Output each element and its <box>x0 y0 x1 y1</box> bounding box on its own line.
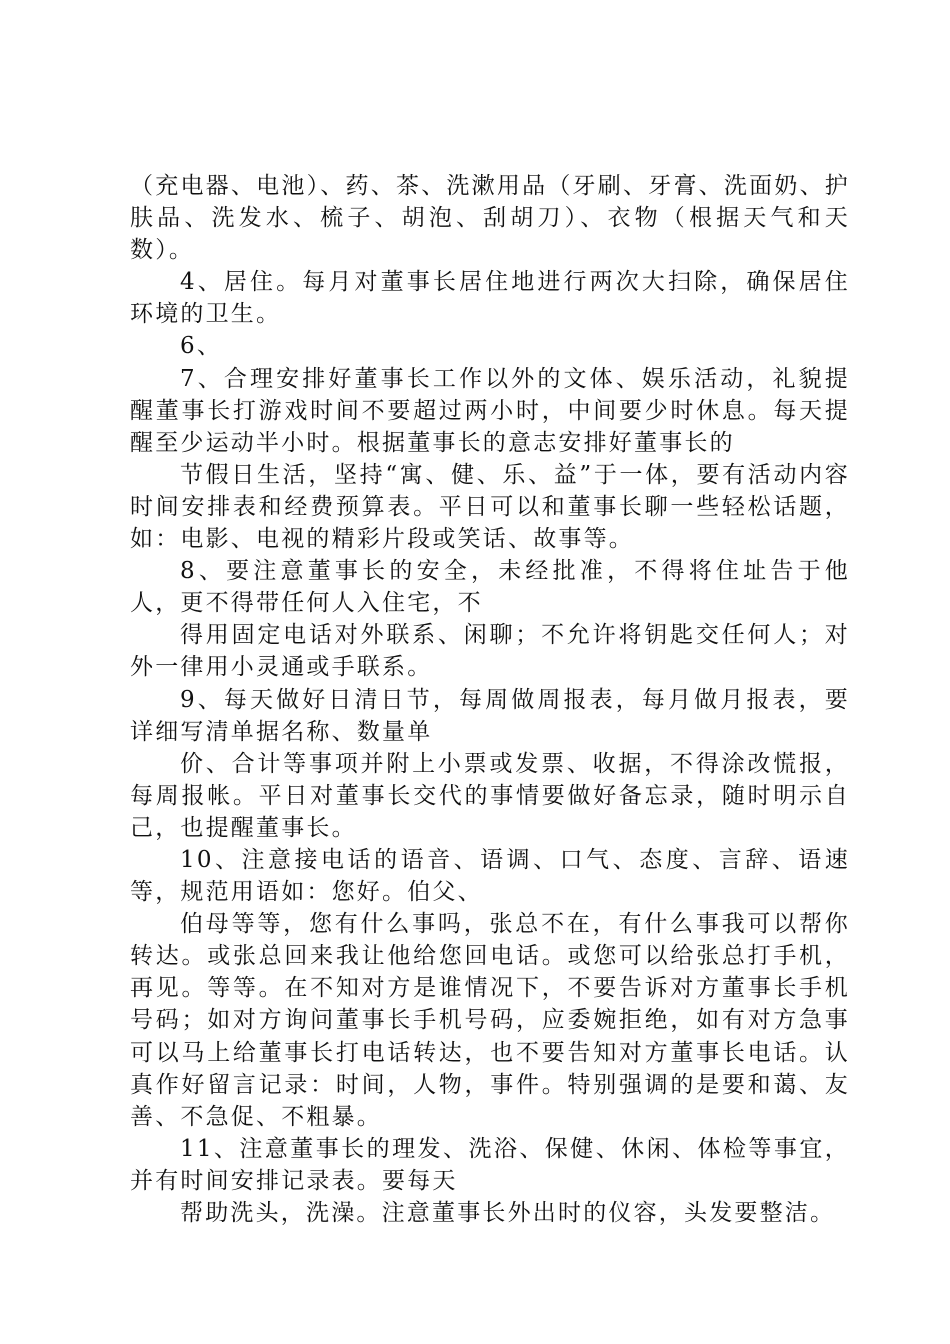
paragraph-7: 得用固定电话对外联系、闲聊；不允许将钥匙交任何人；对外一律用小灵通或手联系。 <box>130 622 850 681</box>
paragraph-2: 4、居住。每月对董事长居住地进行两次大扫除，确保居住环境的卫生。 <box>130 269 850 328</box>
paragraph-13: 帮助洗头，洗澡。注意董事长外出时的仪容，头发要整洁。 <box>180 1200 836 1226</box>
document-body <box>130 170 850 1229</box>
paragraph-5: 节假日生活，坚持“寓、健、乐、益”于一体，要有活动内容时间安排表和经费预算表。平日可以和董事长聊一些轻松话题，如：电影、电视的精彩片段或笑话、故事等。 <box>130 461 850 553</box>
paragraph-10: 10、注意接电话的语音、语调、口气、态度、言辞、语速等，规范用语如：您好。伯父、 <box>130 846 850 906</box>
paragraph-8: 9、每天做好日清日节，每周做周报表，每月做月报表，要详细写清单据名称、数量单 <box>130 686 850 745</box>
paragraph-6: 8、要注意董事长的安全，未经批准，不得将住址告于他人，更不得带任何人入住宅，不 <box>130 558 850 617</box>
paragraph-12: 11、注意董事长的理发、洗浴、保健、休闲、体检等事宜，并有时间安排记录表。要每天 <box>130 1135 850 1194</box>
paragraph-9: 价、合计等事项并附上小票或发票、收据，不得涂改慌报，每周报帐。平日对董事长交代的事情要做好备忘录，随时明示自己，也提醒董事长。 <box>130 750 850 841</box>
paragraph-4: 7、合理安排好董事长工作以外的文体、娱乐活动，礼貌提醒董事长打游戏时间不要超过两小时，中间要少时休息。每天提醒至少运动半小时。根据董事长的意志安排好董事长的 <box>130 365 850 456</box>
paragraph-1: （充电器、电池）、药、茶、洗漱用品（牙刷、牙膏、洗面奶、护肤品、洗发水、梳子、胡泡、刮胡刀）、衣物（根据天气和天数）。 <box>130 173 850 264</box>
paragraph-11: 伯母等等，您有什么事吗，张总不在，有什么事我可以帮你转达。或张总回来我让他给您回电话。或您可以给张总打手机，再见。等等。在不知对方是谁情况下，不要告诉对方董事长手机号码；如对方询问董事长手机号码，应委婉拒绝，如有对方急事可以马上给董事长打电话转达，也不要告知对方董事长电话。认真作好留言记录：时间，人物，事件。特别强调的是要和蔼、友善、不急促、不粗暴。 <box>130 911 850 1130</box>
paragraph-3: 6、 <box>180 333 223 360</box>
